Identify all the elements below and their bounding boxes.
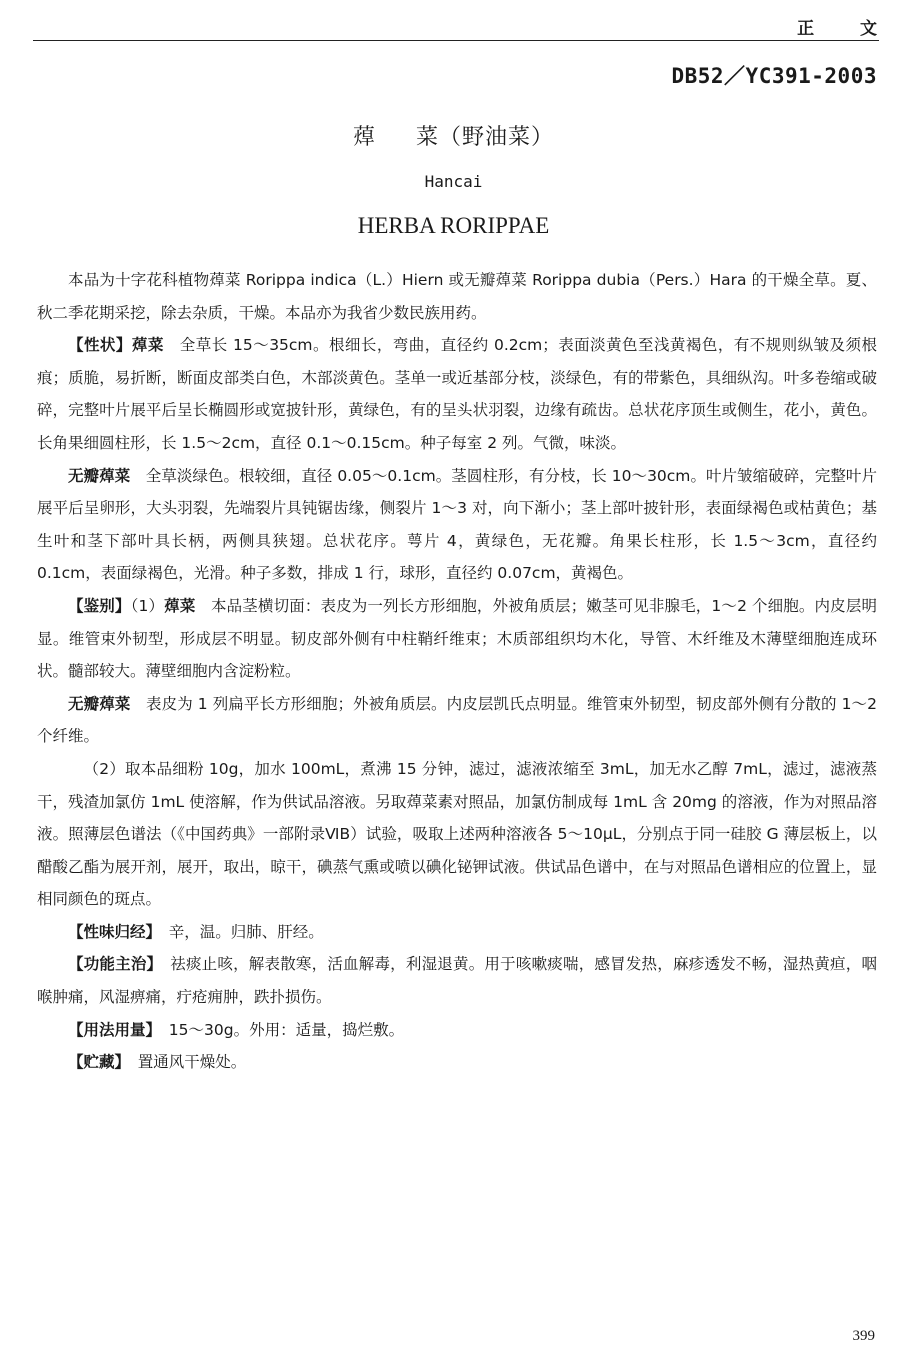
title-latin: HERBA RORIPPAE: [357, 213, 550, 238]
identification-item1b-label: 无瓣蔊菜: [68, 694, 131, 713]
title-cn-part1: 蔊: [352, 125, 376, 150]
section-label: 正 文: [797, 19, 897, 39]
characters-sub2-paragraph: [37, 460, 877, 590]
header-divider: [33, 40, 879, 41]
standard-code: DB52／YC391-2003: [671, 64, 877, 88]
identification-item1-label: 蔊菜: [164, 596, 196, 615]
monograph-body: [37, 264, 877, 1079]
characters-sub2-text: 全草淡绿色。根较细，直径 0.05～0.1cm。茎圆柱形，有分枝，长 10～30cm。叶片皱缩破碎，完整叶片展平后呈卵形，大头羽裂，先端裂片具钝锯齿缘，侧裂片 1～3 对，向下渐小；茎上部叶披针形，表面绿褐色或枯黄色；基生叶和茎下部叶具长柄，两侧具狭翅。总状花序。萼片 4，黄绿色，无花瓣。角果长柱形，长 1.5～3cm，直径约 0.1cm，表面绿褐色，光滑。种子多数，排成 1 行，球形，直径约 0.07cm，黄褐色。: [37, 466, 877, 583]
function-text: 祛痰止咳，解表散寒，活血解毒，利湿退黄。用于咳嗽痰喘，感冒发热，麻疹透发不畅，湿热黄疸，咽喉肿痛，风湿痹痛，疔疮痈肿，跌扑损伤。: [37, 955, 877, 1007]
characters-sub2-label: 无瓣蔊菜: [68, 466, 131, 485]
identification-item1b-text: 表皮为 1 列扁平长方形细胞；外被角质层。内皮层凯氏点明显。维管束外韧型，韧皮部外侧有分散的 1～2 个纤维。: [37, 694, 877, 746]
storage-paragraph: [37, 1046, 877, 1079]
characters-sub1-text: 全草长 15～35cm。根细长，弯曲，直径约 0.2cm；表面淡黄色至浅黄褐色，有不规则纵皱及须根痕；质脆，易折断，断面皮部类白色，木部淡黄色。茎单一或近基部分枝，淡绿色，有的带紫色，具细纵沟。叶多卷缩或破碎，完整叶片展平后呈长椭圆形或宽披针形，黄绿色，有的呈头状羽裂，边缘有疏齿。总状花序顶生或侧生，花小，黄色。长角果细圆柱形，长 1.5～2cm，直径 0.1～0.15cm。种子每室 2 列。气微，味淡。: [37, 336, 877, 452]
identification-item1b-paragraph: [37, 688, 877, 753]
identification-item1-text: 本品茎横切面：表皮为一列长方形细胞，外被角质层；嫩茎可见非腺毛，1～2 个细胞。内皮层明显。维管束外韧型，形成层不明显。韧皮部外侧有中柱鞘纤维束；木质部组织均木化，导管、木纤维及木薄壁细胞连成环状。髓部较大。薄壁细胞内含淀粉粒。: [37, 596, 877, 681]
identification-item1-prefix: （1）: [130, 596, 165, 615]
characters-sub1-label: 蔊菜: [131, 336, 164, 355]
nature-text: 辛，温。归肺、肝经。: [168, 922, 324, 941]
storage-label: 【贮藏】: [68, 1053, 123, 1072]
function-label: 【功能主治】: [68, 955, 155, 974]
identification-paragraph: [37, 590, 877, 688]
identification-label: 【鉴别】: [68, 596, 131, 615]
title-pinyin: Hancai: [424, 172, 483, 191]
nature-paragraph: [37, 916, 877, 949]
function-paragraph: [37, 948, 877, 1013]
usage-text: 15～30g。外用：适量，捣烂敷。: [168, 1020, 405, 1039]
storage-text: 置通风干燥处。: [137, 1053, 247, 1072]
page-number: 399: [852, 1328, 875, 1344]
usage-paragraph: [37, 1014, 877, 1047]
identification-item2-paragraph: （2）取本品细粉 10g，加水 100mL，煮沸 15 分钟，滤过，滤液浓缩至 3mL，加无水乙醇 7mL，滤过，滤液蒸干，残渣加氯仿 1mL 使溶解，作为供试品溶液。另取蔊菜素对照品，加氯仿制成每 1mL 含 20mg 的溶液，作为对照品溶液。照薄层色谱法（《中国药典》一部附录ⅥB）试验，吸取上述两种溶液各 5～10μL，分别点于同一硅胶 G 薄层板上，以醋酸乙酯为展开剂，展开，取出，晾干，碘蒸气熏或喷以碘化铋钾试液。供试品色谱中，在与对照品色谱相应的位置上，显相同颜色的斑点。: [37, 759, 877, 909]
characters-label: 【性状】: [68, 336, 132, 355]
title-cn-part2: 菜（野油菜）: [416, 125, 555, 150]
usage-label: 【用法用量】: [68, 1020, 154, 1039]
nature-label: 【性味归经】: [68, 922, 154, 941]
title-chinese: [0, 120, 907, 151]
characters-paragraph: [37, 329, 877, 459]
intro-paragraph: 本品为十字花科植物蔊菜 Rorippa indica（L.）Hiern 或无瓣蔊菜 Rorippa dubia（Pers.）Hara 的干燥全草。夏、秋二季花期采挖，除去杂质，干燥。本品亦为我省少数民族用药。: [37, 271, 877, 322]
